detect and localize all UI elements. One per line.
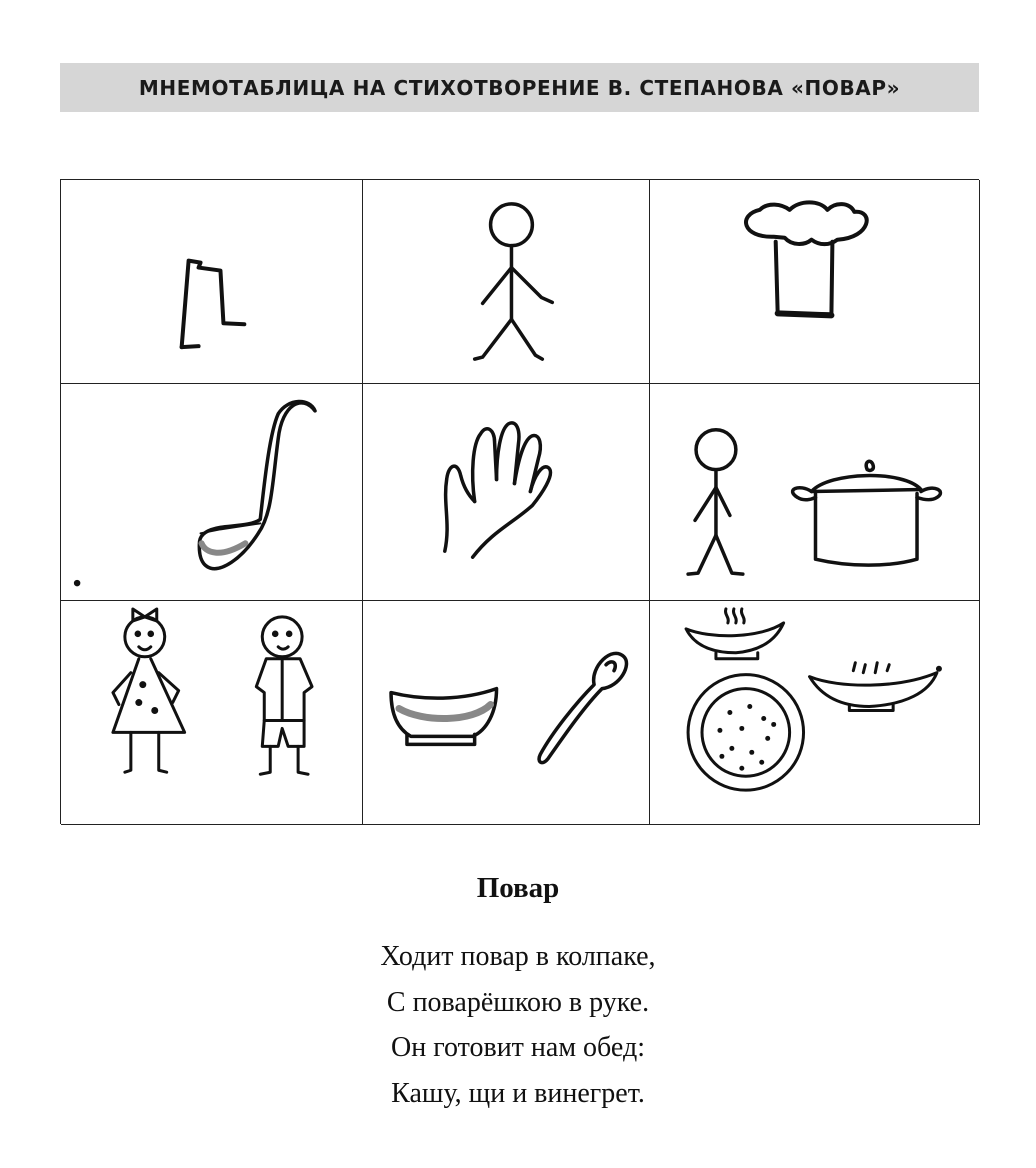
children-icon [61, 601, 362, 824]
dishes-icon [650, 601, 979, 824]
stick-figure-icon [363, 180, 649, 383]
hand-icon [363, 384, 649, 600]
page-title: МНЕМОТАБЛИЦА НА СТИХОТВОРЕНИЕ В. СТЕПАНОВА «ПОВАР» [138, 75, 901, 100]
mnemonic-table [60, 179, 979, 824]
ladle-icon [61, 384, 362, 600]
poem-line: Ходит повар в колпаке, [380, 941, 656, 972]
table-cell-children [61, 601, 363, 825]
table-cell-walking [61, 180, 363, 384]
poem [0, 868, 1036, 1116]
walking-legs-icon [61, 180, 362, 383]
table-cell-ladle [61, 384, 363, 601]
person-with-pot-icon [650, 384, 979, 600]
chef-hat-icon [650, 180, 979, 383]
poem-line: Кашу, щи и винегрет. [391, 1077, 645, 1109]
poem-line: С поварёшкою в руке. [386, 986, 650, 1018]
table-cell-cooking [650, 384, 980, 601]
bowl-and-spoon-icon [363, 601, 649, 824]
table-cell-hand [363, 384, 650, 601]
table-cell-hat [650, 180, 980, 384]
table-cell-dishes [650, 601, 980, 825]
page-header [60, 63, 979, 112]
table-cell-bowl-spoon [363, 601, 650, 825]
table-cell-cook [363, 180, 650, 384]
poem-line: Он готовит нам обед: [390, 1032, 646, 1063]
poem-title: Повар [476, 872, 560, 904]
